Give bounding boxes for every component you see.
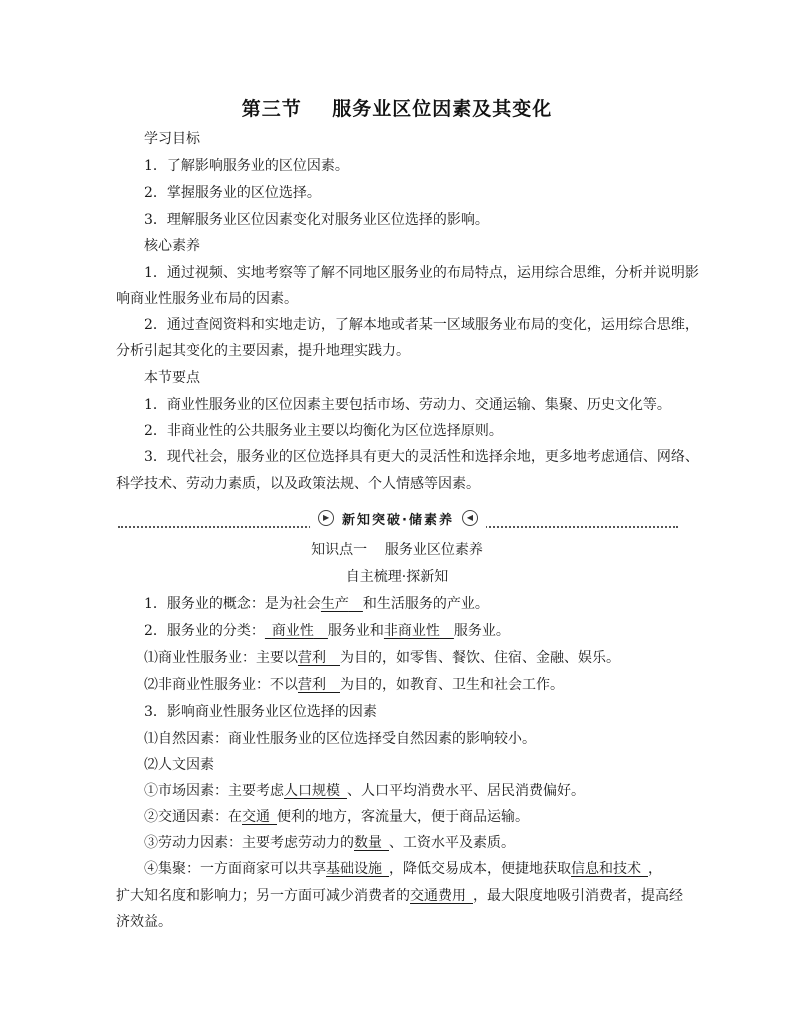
circle-right-arrow-icon: ▶ [318, 510, 334, 526]
section-banner [118, 507, 678, 531]
content-line: ①市场因素：主要考虑人口规模 、人口平均消费水平、居民消费偏好。 [144, 783, 585, 799]
content-line: ⑴自然因素：商业性服务业的区位选择受自然因素的影响较小。 [144, 731, 536, 747]
knowledge-point-subheading: 自主梳理·探新知 [345, 569, 449, 585]
fill-blank: 数量 [354, 835, 382, 851]
fill-blank: 生产 [320, 596, 349, 612]
content-line: ⑵人文因素 [144, 757, 214, 773]
content-line: ②交通因素：在交通 便利的地方，客流量大，便于商品运输。 [144, 809, 529, 825]
keypoint-item: 2．非商业性的公共服务业主要以均衡化为区位选择原则。 [144, 423, 503, 439]
fill-blank: 商业性 [271, 623, 314, 639]
objective-item: 3．理解服务业区位因素变化对服务业区位选择的影响。 [144, 212, 489, 228]
objectives-heading: 学习目标 [144, 131, 200, 147]
content-line: 1．服务业的概念：是为社会生产 和生活服务的产业。 [144, 596, 489, 612]
literacy-paragraph-line: 分析引起其变化的主要因素，提升地理实践力。 [116, 343, 410, 359]
objective-item: 1．了解影响服务业的区位因素。 [144, 158, 349, 174]
content-line: ④集聚：一方面商家可以共享基础设施 ，降低交易成本，便捷地获取信息和技术 ， [144, 861, 662, 877]
fill-blank: 营利 [298, 677, 326, 693]
banner-label [310, 507, 486, 529]
literacy-heading: 核心素养 [144, 238, 200, 254]
fill-blank: 营利 [298, 650, 326, 666]
content-line: ⑴商业性服务业：主要以营利 为目的，如零售、餐饮、住宿、金融、娱乐。 [144, 650, 620, 666]
keypoints-heading: 本节要点 [144, 370, 200, 386]
literacy-paragraph-line: 2．通过查阅资料和实地走访，了解本地或者某一区域服务业布局的变化，运用综合思维， [144, 317, 699, 333]
objective-item: 2．掌握服务业的区位选择。 [144, 185, 321, 201]
keypoint-item: 科学技术、劳动力素质，以及政策法规、个人情感等因素。 [116, 476, 480, 492]
fill-blank: 交通费用 [410, 888, 466, 904]
keypoint-item: 1．商业性服务业的区位因素主要包括市场、劳动力、交通运输、集聚、历史文化等。 [144, 397, 671, 413]
fill-blank: 信息和技术 [571, 861, 641, 877]
content-line: 2．服务业的分类： 商业性 服务业和非商业性 服务业。 [144, 623, 510, 639]
content-line: 扩大知名度和影响力；另一方面可减少消费者的交通费用 ，最大限度地吸引消费者，提高经 [116, 888, 683, 904]
keypoint-item: 3．现代社会，服务业的区位选择具有更大的灵活性和选择余地，更多地考虑通信、网络、 [144, 449, 699, 465]
circle-left-arrow-icon: ◀ [462, 510, 478, 526]
content-line: 济效益。 [116, 914, 172, 930]
content-line: ⑵非商业性服务业：不以营利 为目的，如教育、卫生和社会工作。 [144, 677, 564, 693]
fill-blank: 基础设施 [326, 861, 382, 877]
literacy-paragraph-line: 1．通过视频、实地考察等了解不同地区服务业的布局特点，运用综合思维，分析并说明影 [144, 265, 699, 281]
page-title: 第三节 服务业区位因素及其变化 [241, 98, 553, 120]
content-line: 3．影响商业性服务业区位选择的因素 [144, 704, 377, 720]
fill-blank: 人口规模 [284, 783, 340, 799]
banner-text: 新知突破·储素养 [342, 512, 454, 528]
knowledge-point-heading: 知识点一 服务业区位素养 [311, 542, 483, 558]
content-line: ③劳动力因素：主要考虑劳动力的数量 、工资水平及素质。 [144, 835, 515, 851]
fill-blank: 非商业性 [383, 623, 440, 639]
literacy-paragraph-line: 响商业性服务业布局的因素。 [116, 291, 298, 307]
fill-blank: 交通 [242, 809, 270, 825]
